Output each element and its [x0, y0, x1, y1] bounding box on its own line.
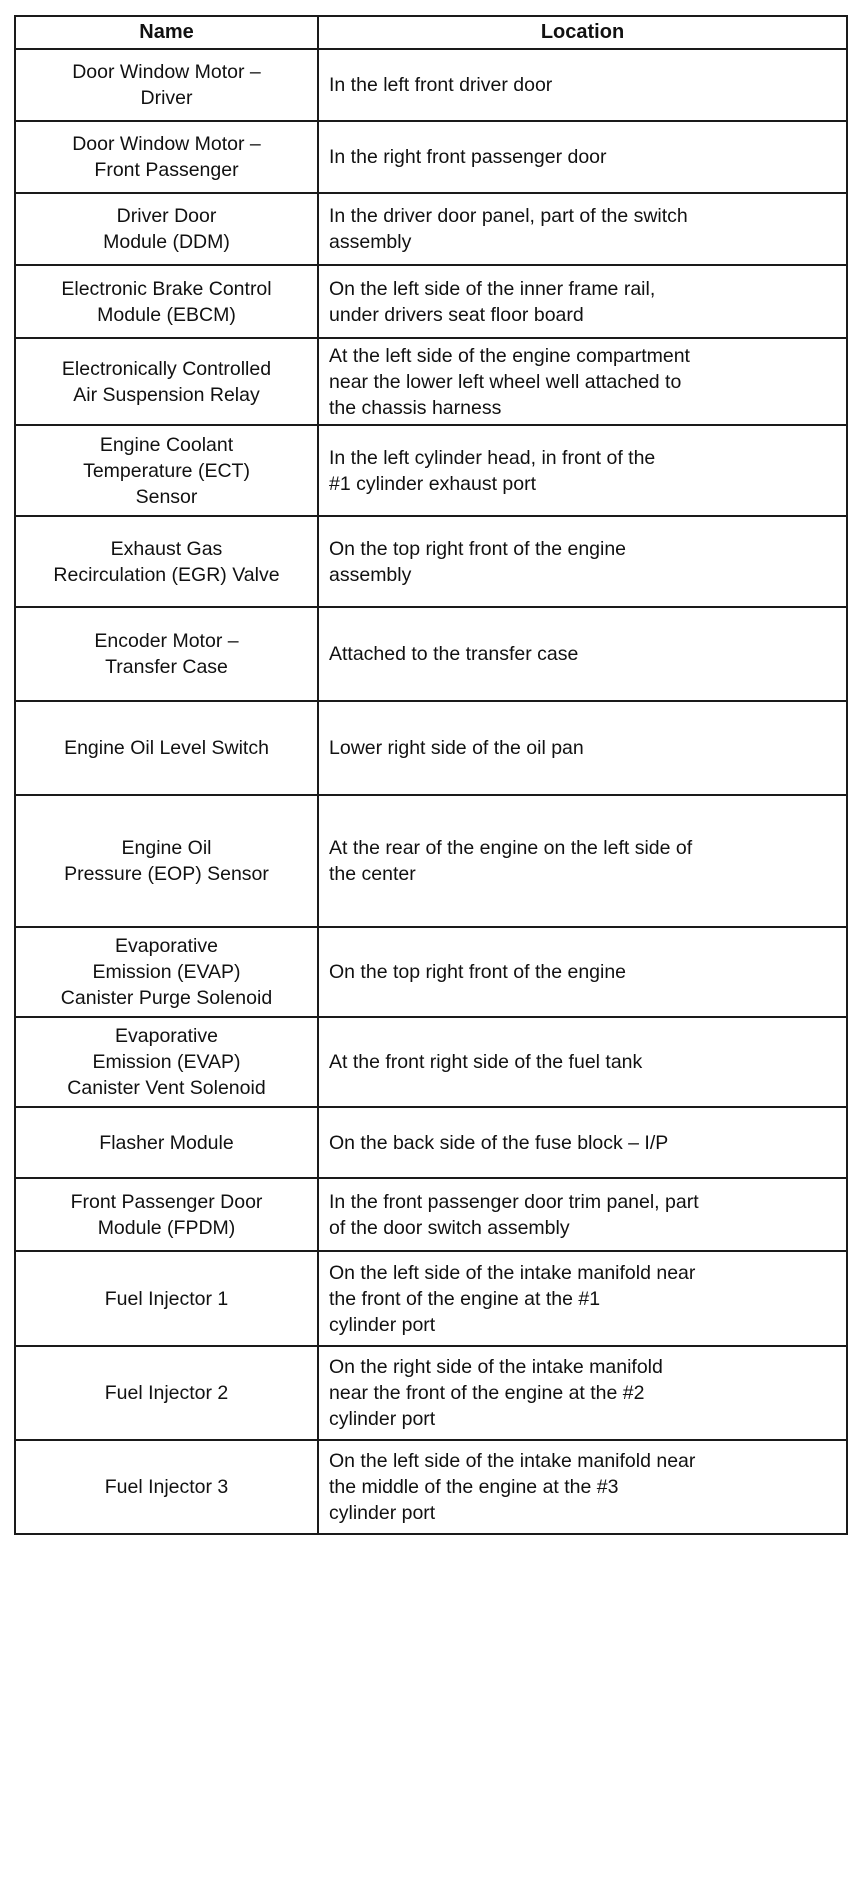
component-name-cell [15, 1251, 318, 1346]
table-row [15, 1017, 847, 1107]
component-name-cell [15, 701, 318, 795]
table-row [15, 516, 847, 607]
component-location-line: cylinder port [329, 1408, 436, 1430]
component-location-line: the center [329, 863, 416, 885]
component-name-line: Transfer Case [105, 656, 228, 678]
component-location-cell [318, 1440, 847, 1534]
component-location-cell [318, 701, 847, 795]
component-location-cell [318, 795, 847, 927]
component-name-line: Fuel Injector 1 [104, 1287, 229, 1310]
component-name-cell [15, 927, 318, 1017]
component-location-line: near the lower left wheel well attached to [329, 370, 682, 393]
table-row [15, 193, 847, 265]
component-name-line: Temperature (ECT) [83, 459, 250, 482]
component-location-line: In the driver door panel, part of the switch [329, 205, 688, 227]
component-name-line: Flasher Module [99, 1131, 234, 1154]
component-location-cell [318, 1017, 847, 1107]
component-location-cell [318, 193, 847, 265]
component-location-line: Lower right side of the oil pan [329, 737, 584, 759]
component-name-line: Pressure (EOP) Sensor [64, 863, 269, 885]
component-location-cell [318, 927, 847, 1017]
component-location-line: the chassis harness [329, 396, 502, 419]
component-name-cell [15, 1440, 318, 1534]
component-name-line: Fuel Injector 2 [104, 1382, 229, 1404]
table-row [15, 1251, 847, 1346]
component-location-line: near the front of the engine at the #2 [329, 1382, 645, 1404]
component-location-line: In the left cylinder head, in front of the [329, 446, 656, 469]
component-location-line: On the left side of the intake manifold near [329, 1450, 696, 1472]
table-row [15, 795, 847, 927]
table-row [15, 265, 847, 338]
component-location-line: the middle of the engine at the #3 [329, 1476, 619, 1498]
component-name-cell [15, 1107, 318, 1178]
component-location-line: cylinder port [329, 1502, 436, 1524]
component-location-line: On the right side of the intake manifold [329, 1356, 663, 1378]
component-location-table [14, 15, 848, 1535]
component-name-line: Door Window Motor – [72, 133, 261, 155]
component-name-line: Engine Oil Level Switch [64, 737, 269, 759]
component-name-line: Module (EBCM) [97, 303, 236, 326]
component-location-line: the front of the engine at the #1 [329, 1287, 601, 1310]
component-location-line: #1 cylinder exhaust port [329, 472, 537, 495]
component-name-line: Driver [140, 87, 193, 109]
table-row [15, 1346, 847, 1440]
component-name-line: Encoder Motor – [94, 630, 239, 652]
component-name-line: Front Passenger Door [70, 1190, 263, 1213]
component-name-line: Electronic Brake Control [61, 277, 272, 300]
table-header-row [15, 16, 847, 49]
component-location-line: cylinder port [329, 1313, 436, 1336]
component-location-line: assembly [329, 231, 412, 253]
component-name-line: Fuel Injector 3 [104, 1476, 229, 1498]
component-location-cell [318, 49, 847, 121]
component-location-line: Attached to the transfer case [329, 643, 579, 665]
column-header-name: Name [15, 16, 318, 49]
table-row [15, 607, 847, 701]
component-location-line: On the top right front of the engine [329, 537, 627, 560]
component-name-cell [15, 338, 318, 425]
component-location-line: under drivers seat floor board [329, 303, 584, 326]
component-location-cell [318, 338, 847, 425]
component-name-cell [15, 1346, 318, 1440]
component-location-line: On the left side of the inner frame rail, [329, 277, 656, 300]
component-name-cell [15, 795, 318, 927]
table-row [15, 425, 847, 516]
table-row [15, 1107, 847, 1178]
component-location-line: At the front right side of the fuel tank [329, 1051, 643, 1073]
component-name-cell [15, 121, 318, 193]
component-location-cell [318, 1251, 847, 1346]
component-location-line: At the left side of the engine compartment [329, 344, 690, 367]
component-location-line: assembly [329, 563, 412, 586]
component-name-cell [15, 607, 318, 701]
component-location-cell [318, 1178, 847, 1251]
component-location-line: At the rear of the engine on the left side of [329, 837, 693, 859]
component-location-line: In the right front passenger door [329, 146, 607, 168]
component-name-cell [15, 1178, 318, 1251]
component-name-line: Engine Coolant [99, 433, 234, 456]
table-row [15, 338, 847, 425]
component-name-line: Canister Vent Solenoid [67, 1077, 266, 1099]
component-name-line: Canister Purge Solenoid [60, 987, 273, 1009]
component-name-cell [15, 193, 318, 265]
table-body [15, 49, 847, 1534]
component-name-line: Emission (EVAP) [92, 1051, 241, 1073]
component-name-cell [15, 425, 318, 516]
component-name-cell [15, 516, 318, 607]
component-name-line: Electronically Controlled [61, 357, 272, 380]
component-name-cell [15, 49, 318, 121]
component-name-line: Air Suspension Relay [73, 383, 260, 406]
component-name-cell [15, 1017, 318, 1107]
column-header-location: Location [318, 16, 847, 49]
table-row [15, 927, 847, 1017]
table-row [15, 1178, 847, 1251]
component-location-cell [318, 425, 847, 516]
component-location-cell [318, 516, 847, 607]
component-name-line: Sensor [135, 485, 198, 508]
table-row [15, 1440, 847, 1534]
component-name-line: Exhaust Gas [110, 537, 223, 560]
component-location-line: On the left side of the intake manifold near [329, 1261, 696, 1284]
component-location-line: of the door switch assembly [329, 1216, 570, 1239]
component-location-cell [318, 121, 847, 193]
component-location-cell [318, 1107, 847, 1178]
component-location-cell [318, 607, 847, 701]
component-location-line: On the back side of the fuse block – I/P [329, 1131, 669, 1154]
table-row [15, 701, 847, 795]
component-name-line: Recirculation (EGR) Valve [53, 563, 280, 586]
table-row [15, 121, 847, 193]
component-name-line: Engine Oil [121, 837, 212, 859]
component-location-cell [318, 265, 847, 338]
component-name-line: Emission (EVAP) [92, 961, 241, 983]
component-name-line: Evaporative [115, 935, 218, 957]
component-name-line: Module (FPDM) [97, 1216, 236, 1239]
component-location-line: In the left front driver door [329, 74, 553, 96]
component-location-line: In the front passenger door trim panel, part [329, 1190, 699, 1213]
component-name-line: Evaporative [115, 1025, 218, 1047]
table-row [15, 49, 847, 121]
component-location-line: On the top right front of the engine [329, 961, 627, 983]
component-name-line: Module (DDM) [103, 231, 230, 253]
component-name-line: Door Window Motor – [72, 61, 261, 83]
component-name-line: Front Passenger [94, 159, 239, 181]
component-location-cell [318, 1346, 847, 1440]
component-name-line: Driver Door [116, 205, 217, 227]
component-name-cell [15, 265, 318, 338]
